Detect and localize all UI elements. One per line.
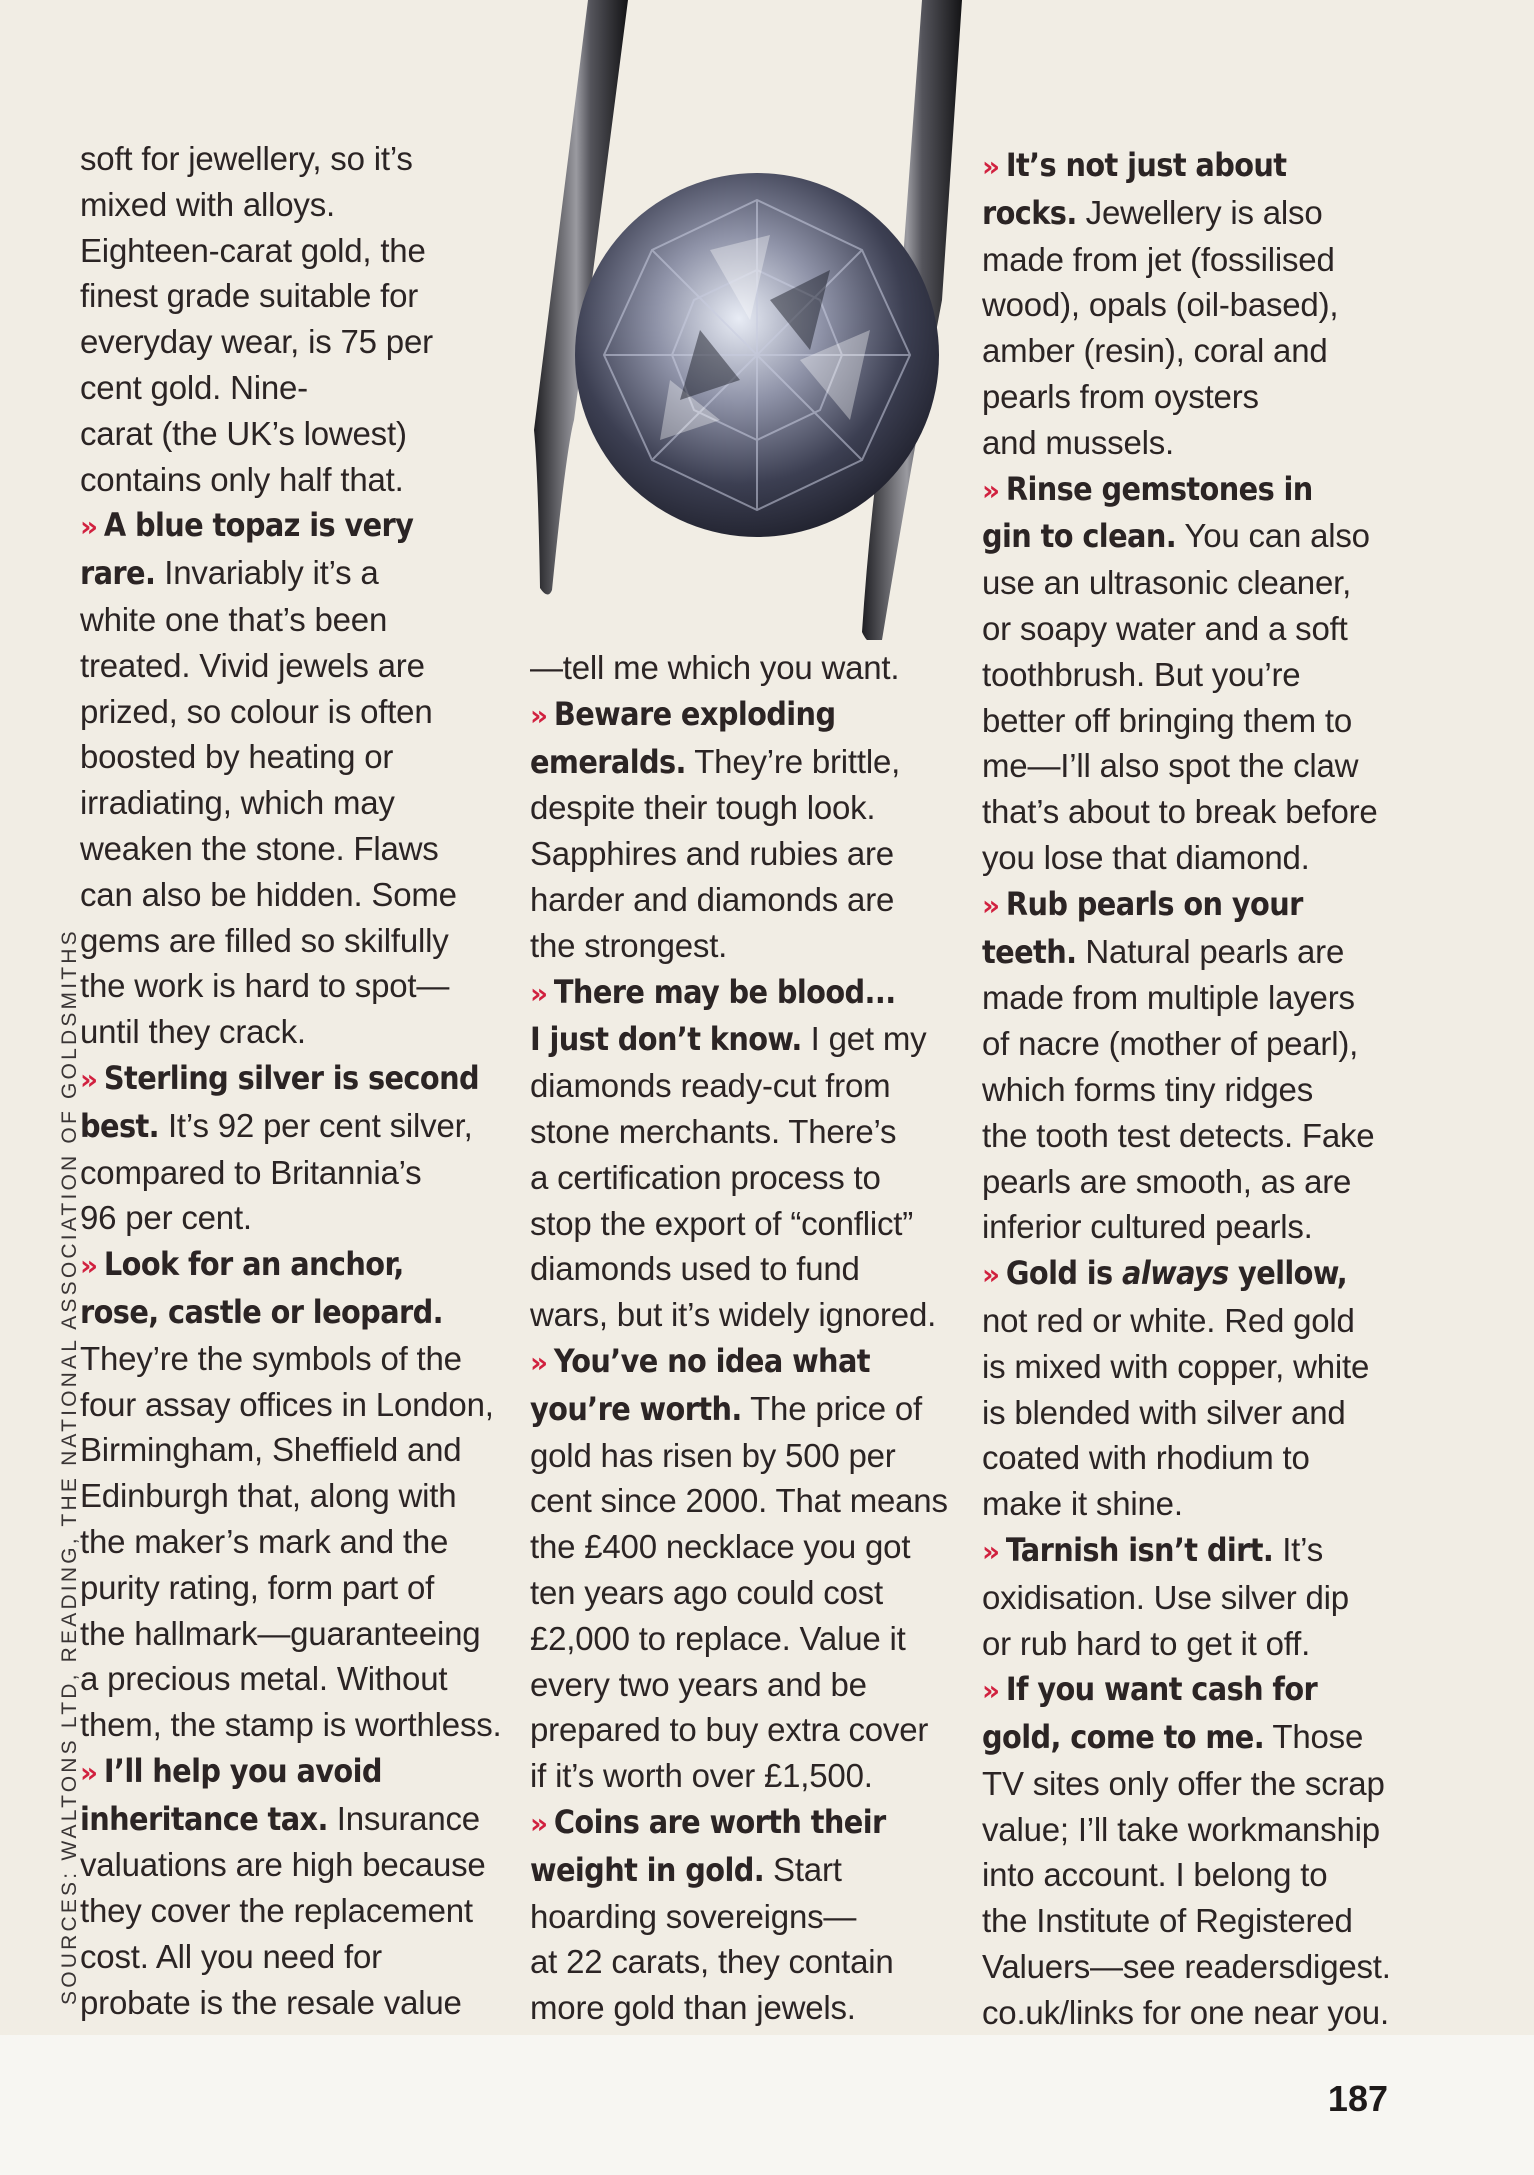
section-arrow-icon: » [982, 1534, 1000, 1568]
body-text: made from jet (fossilised [982, 240, 1335, 278]
body-text: better off bringing them to [982, 701, 1353, 739]
body-text: white one that’s been [80, 600, 388, 638]
body-text: gems are filled so skilfully [80, 921, 449, 959]
text-line [80, 273, 510, 319]
text-line [80, 1888, 510, 1934]
body-text: Those [1264, 1718, 1364, 1756]
text-line [982, 1666, 1402, 1714]
body-text: coated with rhodium to [982, 1439, 1310, 1477]
tip-heading: you’re worth. [530, 1389, 742, 1428]
body-text: pearls from oysters [982, 377, 1259, 415]
body-text: until they crack. [80, 1013, 306, 1051]
text-line [80, 1195, 510, 1241]
text-line [530, 1109, 970, 1155]
text-line [530, 1016, 970, 1063]
article-column-3 [982, 142, 1402, 2036]
body-text: They’re brittle, [685, 742, 901, 780]
body-text: amber (resin), coral and [982, 332, 1328, 370]
text-line [530, 1063, 970, 1109]
text-line [530, 1246, 970, 1292]
body-text: you lose that diamond. [982, 838, 1310, 876]
text-line [982, 606, 1402, 652]
body-text: of nacre (mother of pearl), [982, 1025, 1359, 1063]
text-line [80, 550, 510, 597]
text-line [530, 1753, 970, 1799]
text-line [80, 1748, 510, 1796]
text-line [530, 1616, 970, 1662]
text-line [80, 1796, 510, 1843]
tip-heading: inheritance tax. [80, 1799, 328, 1838]
body-text: Eighteen-carat gold, the [80, 231, 426, 269]
body-text: weaken the stone. Flaws [80, 829, 439, 867]
text-line [80, 1473, 510, 1519]
body-text: Valuers—see readersdigest. [982, 1948, 1391, 1986]
text-line [530, 1155, 970, 1201]
body-text: wood), opals (oil-based), [982, 286, 1339, 324]
text-line [80, 502, 510, 550]
text-line [80, 1980, 510, 2026]
text-line [982, 1159, 1402, 1205]
body-text: at 22 carats, they contain [530, 1943, 894, 1981]
text-line [982, 1714, 1402, 1761]
body-text: You can also [1176, 517, 1370, 555]
body-text: or soapy water and a soft [982, 609, 1348, 647]
text-line [982, 190, 1402, 237]
text-line [982, 1575, 1402, 1621]
text-line [982, 1481, 1402, 1527]
text-line [982, 1807, 1402, 1853]
text-line [530, 1478, 970, 1524]
body-text: cent gold. Nine- [80, 368, 308, 406]
text-line [80, 1842, 510, 1888]
text-line [530, 1524, 970, 1570]
body-text: and mussels. [982, 423, 1175, 461]
text-line [982, 142, 1402, 190]
text-line [982, 1021, 1402, 1067]
body-text: every two years and be [530, 1665, 867, 1703]
body-text: £2,000 to replace. Value it [530, 1619, 906, 1657]
text-line [80, 1656, 510, 1702]
text-line [982, 975, 1402, 1021]
text-line [80, 1611, 510, 1657]
text-line [80, 872, 510, 918]
text-line [982, 1113, 1402, 1159]
article-column-2 [530, 645, 970, 2031]
body-text: Jewellery is also [1076, 193, 1323, 231]
text-line [80, 963, 510, 1009]
text-line [530, 1570, 970, 1616]
body-text: into account. I belong to [982, 1856, 1328, 1894]
body-text: —tell me which you want. [530, 649, 900, 686]
text-line [982, 1527, 1402, 1575]
body-text: TV sites only offer the scrap [982, 1764, 1385, 1802]
body-text: the £400 necklace you got [530, 1528, 911, 1566]
body-text: carat (the UK’s lowest) [80, 414, 407, 452]
body-text: cent since 2000. That means [530, 1482, 948, 1520]
text-line [80, 734, 510, 780]
tip-heading: If you want cash for [1005, 1670, 1318, 1709]
body-text: stone merchants. There’s [530, 1112, 897, 1150]
diamond-tweezers-photo [470, 0, 1030, 640]
tip-heading: Beware exploding [553, 694, 836, 733]
section-arrow-icon: » [80, 1249, 98, 1283]
text-line [80, 1519, 510, 1565]
body-text: the work is hard to spot— [80, 967, 450, 1005]
text-line [982, 237, 1402, 283]
body-text: hoarding sovereigns— [530, 1897, 857, 1935]
text-line [530, 645, 970, 691]
body-text: more gold than jewels. [530, 1989, 856, 2027]
body-text: co.uk/links for one near you. [982, 1993, 1389, 2031]
text-line [530, 923, 970, 969]
text-line [982, 1761, 1402, 1807]
text-line [80, 1382, 510, 1428]
text-line [982, 652, 1402, 698]
tip-heading: I just don’t know. [530, 1020, 802, 1059]
section-arrow-icon: » [80, 1062, 98, 1096]
text-line [982, 881, 1402, 929]
page-bottom-margin [0, 2035, 1534, 2175]
tip-heading: Rub pearls on your [1005, 884, 1303, 923]
text-line [982, 835, 1402, 881]
tip-heading: I’ll help you avoid [103, 1751, 382, 1790]
body-text: gold has risen by 500 per [530, 1436, 896, 1474]
tip-heading: gin to clean. [982, 517, 1177, 556]
text-line [982, 1435, 1402, 1481]
text-line [530, 785, 970, 831]
tip-heading: Tarnish isn’t dirt. [1005, 1530, 1274, 1569]
body-text: the Institute of Registered [982, 1902, 1353, 1940]
body-text: boosted by heating or [80, 738, 394, 776]
text-line [530, 1433, 970, 1479]
body-text: everyday wear, is 75 per [80, 323, 433, 361]
body-text: soft for jewellery, so it’s [80, 140, 413, 177]
text-line [530, 1662, 970, 1708]
tip-heading: Look for an anchor, [103, 1245, 404, 1284]
body-text: contains only half that. [80, 460, 404, 498]
section-arrow-icon: » [982, 473, 1000, 507]
body-text: is mixed with copper, white [982, 1347, 1370, 1385]
text-line [80, 1055, 510, 1103]
text-line [982, 1990, 1402, 2036]
text-line [982, 1298, 1402, 1344]
body-text: despite their tough look. [530, 789, 876, 827]
text-line [982, 1621, 1402, 1667]
body-text: which forms tiny ridges [982, 1070, 1314, 1108]
body-text: They’re the symbols of the [80, 1339, 462, 1377]
text-line [530, 831, 970, 877]
tip-heading: Sterling silver is second [103, 1058, 479, 1097]
body-text: Sapphires and rubies are [530, 835, 894, 873]
body-text: inferior cultured pearls. [982, 1208, 1313, 1246]
text-line [80, 1009, 510, 1055]
text-line [982, 929, 1402, 976]
tip-heading: teeth. [982, 932, 1077, 971]
text-line [80, 1427, 510, 1473]
text-line [80, 319, 510, 365]
body-text: Insurance [327, 1799, 480, 1837]
text-line [80, 1336, 510, 1382]
text-line [80, 826, 510, 872]
text-line [982, 374, 1402, 420]
body-text: Start [764, 1850, 842, 1888]
body-text: harder and diamonds are [530, 880, 895, 918]
body-text: finest grade suitable for [80, 277, 419, 315]
body-text: they cover the replacement [80, 1892, 473, 1930]
text-line [530, 691, 970, 739]
body-text: 96 per cent. [80, 1199, 252, 1237]
text-line [982, 789, 1402, 835]
text-line [80, 457, 510, 503]
body-text: purity rating, form part of [80, 1568, 435, 1606]
text-line [982, 420, 1402, 466]
body-text: a precious metal. Without [80, 1660, 448, 1698]
text-line [530, 1292, 970, 1338]
text-line [80, 643, 510, 689]
body-text: if it’s worth over £1,500. [530, 1757, 873, 1795]
body-text: made from multiple layers [982, 979, 1355, 1017]
text-line [80, 1241, 510, 1289]
body-text: them, the stamp is worthless. [80, 1706, 502, 1744]
text-line [530, 1707, 970, 1753]
body-text: make it shine. [982, 1485, 1183, 1523]
tip-heading: You’ve no idea what [553, 1341, 870, 1380]
article-column-1 [80, 136, 510, 2026]
body-text: toothbrush. But you’re [982, 655, 1301, 693]
body-text: treated. Vivid jewels are [80, 646, 425, 684]
text-line [80, 780, 510, 826]
section-arrow-icon: » [982, 888, 1000, 922]
text-line [80, 1103, 510, 1150]
text-line [982, 743, 1402, 789]
tip-heading: rose, castle or leopard. [80, 1292, 443, 1331]
section-arrow-icon: » [530, 976, 548, 1010]
tip-heading: A blue topaz is very [103, 506, 414, 545]
text-line [530, 877, 970, 923]
body-text: pearls are smooth, as are [982, 1162, 1352, 1200]
text-line [982, 1390, 1402, 1436]
text-line [982, 282, 1402, 328]
body-text: prepared to buy extra cover [530, 1711, 929, 1749]
body-text: ten years ago could cost [530, 1573, 883, 1611]
text-line [982, 1344, 1402, 1390]
tip-heading: There may be blood... [553, 972, 896, 1011]
body-text: the hallmark—guaranteeing [80, 1614, 481, 1652]
tip-heading-emphasis: always [1122, 1254, 1229, 1293]
text-line [80, 1565, 510, 1611]
sources-credit: SOURCES: WALTONS LTD, READING, THE NATIONAL ASSOCIATION OF GOLDSMITHS [58, 928, 81, 2005]
text-line [80, 918, 510, 964]
text-line [80, 182, 510, 228]
section-arrow-icon: » [982, 1674, 1000, 1708]
text-line [530, 1985, 970, 2031]
body-text: or rub hard to get it off. [982, 1624, 1311, 1662]
text-line [530, 1386, 970, 1433]
text-line [982, 328, 1402, 374]
body-text: irradiating, which may [80, 784, 395, 822]
section-arrow-icon: » [530, 698, 548, 732]
body-text: the tooth test detects. Fake [982, 1116, 1375, 1154]
text-line [982, 1944, 1402, 1990]
text-line [982, 698, 1402, 744]
text-line [982, 560, 1402, 606]
text-line [80, 1934, 510, 1980]
body-text: valuations are high because [80, 1846, 486, 1884]
body-text: that’s about to break before [982, 793, 1378, 831]
text-line [80, 1150, 510, 1196]
section-arrow-icon: » [982, 1258, 1000, 1292]
body-text: The price of [741, 1389, 922, 1427]
tip-heading: emeralds. [530, 742, 686, 781]
text-line [80, 1289, 510, 1336]
tip-heading: gold, come to me. [982, 1718, 1265, 1757]
body-text: Natural pearls are [1076, 932, 1345, 970]
body-text: four assay offices in London, [80, 1385, 494, 1423]
body-text: diamonds used to fund [530, 1250, 860, 1288]
body-text: diamonds ready-cut from [530, 1067, 891, 1105]
text-line [80, 136, 510, 182]
body-text: a certification process to [530, 1158, 881, 1196]
body-text: Birmingham, Sheffield and [80, 1431, 462, 1469]
tip-heading: rocks. [982, 193, 1077, 232]
text-line [530, 969, 970, 1017]
body-text: compared to Britannia’s [80, 1153, 422, 1191]
body-text: I get my [801, 1020, 927, 1058]
tip-heading: Rinse gemstones in [1005, 469, 1313, 508]
section-arrow-icon: » [530, 1345, 548, 1379]
body-text: value; I’ll take workmanship [982, 1810, 1380, 1848]
text-line [982, 466, 1402, 514]
text-line [982, 1898, 1402, 1944]
text-line [530, 1338, 970, 1386]
body-text: probate is the resale value [80, 1983, 462, 2021]
text-line [982, 1852, 1402, 1898]
text-line [80, 228, 510, 274]
tip-heading: weight in gold. [530, 1850, 765, 1889]
body-text: wars, but it’s widely ignored. [530, 1296, 937, 1334]
body-text: the maker’s mark and the [80, 1522, 449, 1560]
body-text: Invariably it’s a [155, 554, 379, 592]
body-text: It’s 92 per cent silver, [159, 1106, 473, 1144]
text-line [80, 597, 510, 643]
body-text: the strongest. [530, 926, 728, 964]
text-line [982, 513, 1402, 560]
text-line [530, 739, 970, 786]
diamond-gem [575, 173, 939, 537]
text-line [982, 1067, 1402, 1113]
text-line [530, 1799, 970, 1847]
text-line [982, 1204, 1402, 1250]
body-text: is blended with silver and [982, 1393, 1346, 1431]
text-line [982, 1250, 1402, 1298]
tip-heading: best. [80, 1106, 159, 1145]
body-text: me—I’ll also spot the claw [982, 747, 1359, 785]
section-arrow-icon: » [530, 1806, 548, 1840]
body-text: not red or white. Red gold [982, 1301, 1355, 1339]
text-line [530, 1939, 970, 1985]
section-arrow-icon: » [80, 510, 98, 544]
body-text: cost. All you need for [80, 1938, 382, 1976]
body-text: can also be hidden. Some [80, 875, 457, 913]
section-arrow-icon: » [982, 150, 1000, 183]
body-text: It’s [1273, 1530, 1323, 1568]
body-text: prized, so colour is often [80, 692, 433, 730]
body-text: use an ultrasonic cleaner, [982, 564, 1352, 602]
body-text: Edinburgh that, along with [80, 1477, 457, 1515]
text-line [80, 411, 510, 457]
body-text: oxidisation. Use silver dip [982, 1578, 1349, 1616]
page-number: 187 [1327, 2078, 1388, 2119]
tip-heading: It’s not just about [1005, 146, 1287, 184]
text-line [530, 1894, 970, 1940]
text-line [80, 1702, 510, 1748]
body-text: stop the export of “conflict” [530, 1204, 914, 1242]
body-text: mixed with alloys. [80, 185, 335, 223]
text-line [530, 1847, 970, 1894]
text-line [530, 1201, 970, 1247]
tip-heading: rare. [80, 554, 156, 593]
text-line [80, 689, 510, 735]
section-arrow-icon: » [80, 1755, 98, 1789]
tip-heading: Coins are worth their [553, 1802, 886, 1841]
text-line [80, 365, 510, 411]
tip-heading: Gold is always yellow, [1005, 1254, 1348, 1293]
